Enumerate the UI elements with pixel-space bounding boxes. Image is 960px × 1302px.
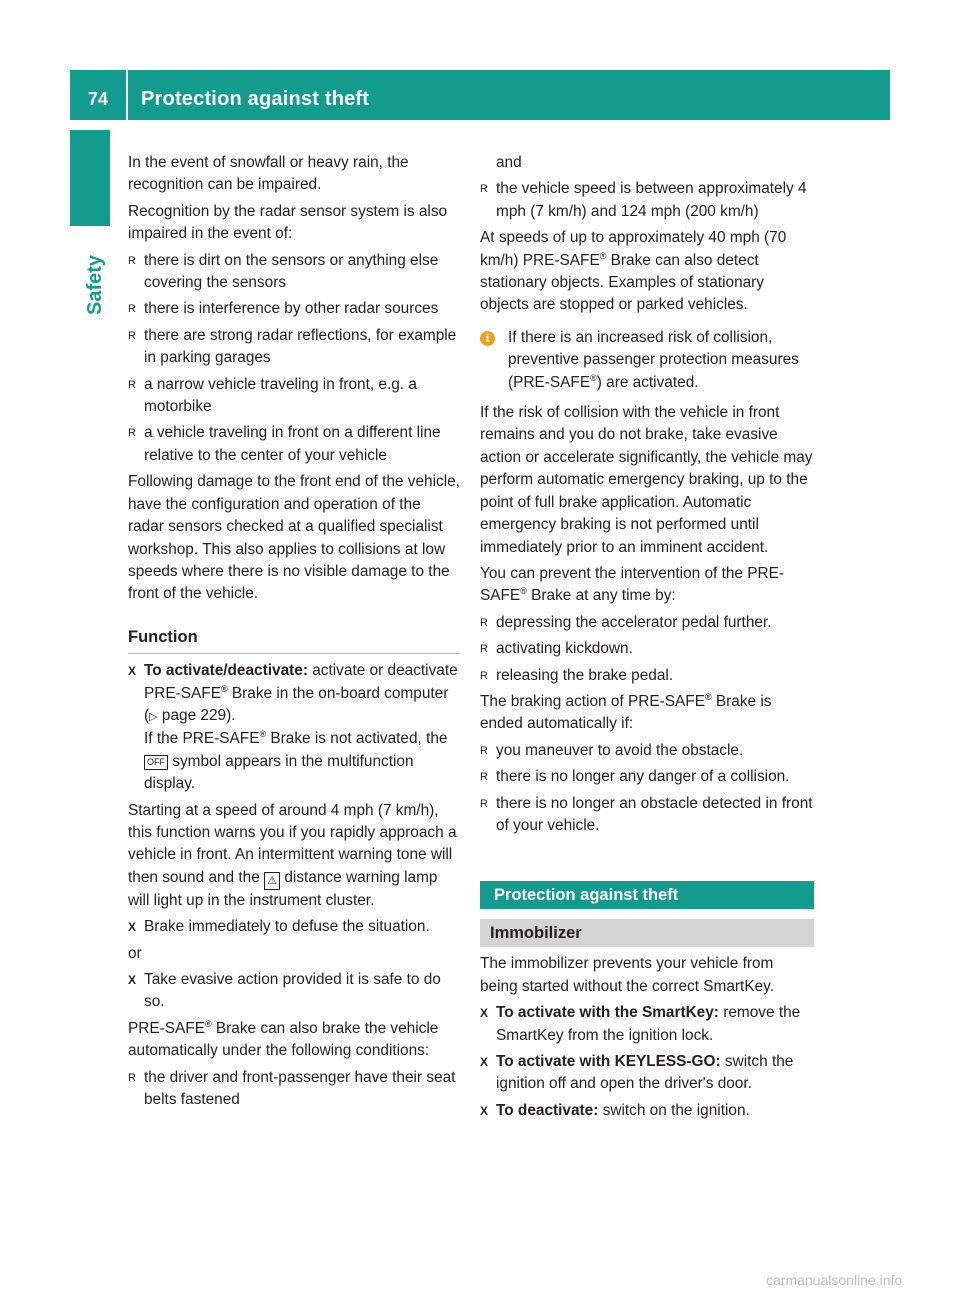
right-column [480, 152, 814, 1126]
list-item: R the driver and front-passenger have their seat belts fastened [128, 1068, 456, 1109]
step-marker: X [128, 973, 137, 987]
bullet-marker: R [480, 744, 488, 757]
distance-warning-icon: ⚠ [264, 872, 280, 890]
paragraph: or [128, 944, 142, 962]
page-title: Protection against theft [141, 88, 370, 110]
step-marker: X [480, 1006, 489, 1021]
paragraph: If the risk of collision with the vehicle in front remains and you do not brake, take evasive action or accelerate significantly, the vehicle may perform automatic emergency braking, up to the point of full brake application. Automatic emergency braking is not performed until immediately prior to an imminent accident. [480, 404, 813, 556]
list-item: R a vehicle traveling in front on a different line relative to the center of your vehicle [128, 424, 441, 464]
bullet-marker: R [480, 183, 488, 196]
instruction-step: X To activate with KEYLESS-GO: switch the ignition off and open the driver's door. [480, 1053, 794, 1093]
bullet-marker: R [128, 1071, 136, 1084]
list-item: R you maneuver to avoid the obstacle. [480, 740, 814, 762]
instruction-step: X Take evasive action provided it is safe to do so. [128, 971, 441, 1011]
instruction-step: X Brake immediately to defuse the situation. [128, 916, 460, 938]
paragraph: At speeds of up to approximately 40 mph (70 km/h) PRE-SAFE® Brake can also detect stationary objects. Examples of stationary objects are stopped or parked vehicles. [480, 229, 787, 314]
step-marker: X [128, 664, 137, 679]
section-heading-protection: Protection against theft [480, 881, 814, 909]
paragraph: The braking action of PRE-SAFE® Brake is ended automatically if: [480, 691, 772, 733]
page-number: 74 [87, 89, 109, 109]
side-tab [70, 130, 110, 226]
list-item: R there is no longer an obstacle detected in front of your vehicle. [480, 794, 813, 834]
bullet-marker: R [128, 303, 136, 316]
watermark: carmanualsonline.info [766, 1272, 903, 1288]
info-note: i If there is an increased risk of collision, preventive passenger protection measures (PRE-SAFE®) are activated. [480, 327, 814, 394]
bullet-marker: R [480, 643, 488, 656]
instruction-step: X To activate/deactivate: activate or deactivate PRE-SAFE® Brake in the on-board computer (▷ page 229). If the PRE-SAFE® Brake is not activated, the OFF symbol appears in the multifunction display. [128, 662, 458, 793]
paragraph: You can prevent the intervention of the PRE-SAFE® Brake at any time by: [480, 564, 785, 605]
info-icon: i [480, 331, 495, 346]
paragraph: Recognition by the radar sensor system is also impaired in the event of: [128, 202, 448, 243]
list-item: R there is interference by other radar sources [128, 298, 460, 320]
left-column [128, 152, 460, 1115]
brake-off-icon: OFF [144, 755, 168, 770]
list-item: R the vehicle speed is between approximately 4 mph (7 km/h) and 124 mph (200 km/h) [480, 180, 807, 220]
step-marker: X [128, 920, 137, 935]
step-marker: X [480, 1103, 489, 1118]
paragraph: Following damage to the front end of the vehicle, have the configuration and operation of the radar sensors checked at a qualified specialist workshop. This also applies to collisions at low speeds where there is no visible damage to the front of the vehicle. [128, 473, 460, 603]
bullet-marker: R [480, 669, 488, 682]
header-divider [126, 70, 128, 120]
list-item: R a narrow vehicle traveling in front, e.g. a motorbike [128, 375, 417, 416]
instruction-step: X To deactivate: switch on the ignition. [480, 1100, 814, 1122]
bullet-marker: R [128, 427, 136, 440]
paragraph: The immobilizer prevents your vehicle from being started without the correct SmartKey. [480, 955, 774, 995]
paragraph: In the event of snowfall or heavy rain, the recognition can be impaired. [128, 154, 409, 194]
paragraph: and [496, 154, 522, 171]
step-marker: X [480, 1055, 489, 1069]
instruction-step: X To activate with the SmartKey: remove the SmartKey from the ignition lock. [480, 1004, 801, 1044]
paragraph: PRE-SAFE® Brake can also brake the vehicle automatically under the following conditions: [128, 1018, 439, 1060]
bullet-marker: R [128, 378, 136, 391]
page-ref-arrow-icon: ▷ [149, 710, 158, 723]
list-item: R there are strong radar reflections, for example in parking garages [128, 326, 457, 367]
section-heading-function: Function [128, 626, 460, 654]
list-item: R there is dirt on the sensors or anything else covering the sensors [128, 251, 439, 292]
side-tab-label: Safety [84, 254, 106, 315]
bullet-marker: R [128, 329, 136, 342]
subsection-heading-immobilizer: Immobilizer [480, 919, 814, 947]
page-reference-link[interactable]: page 229). [161, 706, 236, 724]
bullet-marker: R [128, 254, 136, 267]
list-item: R there is no longer any danger of a collision. [480, 766, 814, 788]
paragraph: Starting at a speed of around 4 mph (7 km/h), this function warns you if you rapidly approach a vehicle in front. An intermittent warning tone will then sound and the ⚠ distance warning lamp will light up in the instrument cluster. [128, 801, 457, 909]
list-item: R depressing the accelerator pedal further. [480, 612, 814, 634]
bullet-marker: R [480, 616, 488, 629]
list-item: R activating kickdown. [480, 638, 814, 660]
bullet-marker: R [480, 797, 488, 810]
bullet-marker: R [480, 771, 488, 784]
list-item: R releasing the brake pedal. [480, 665, 814, 687]
